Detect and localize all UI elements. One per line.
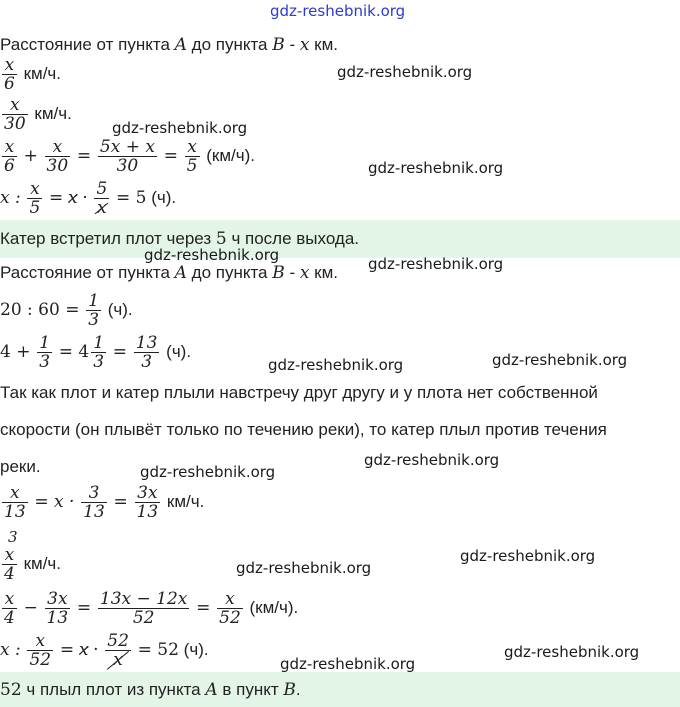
denominator: 5: [29, 198, 41, 218]
text: км.: [309, 263, 339, 282]
watermark-top: gdz-reshebnik.org: [270, 2, 406, 20]
number: 52: [0, 680, 22, 700]
text: .: [295, 680, 301, 699]
unit: (км/ч).: [206, 145, 255, 165]
expr: x :: [0, 639, 21, 660]
fraction: [91, 334, 106, 371]
operator: =: [49, 187, 64, 208]
watermark: gdz-reshebnik.org: [280, 655, 416, 673]
fraction: [2, 96, 28, 133]
denominator: x: [105, 651, 131, 669]
line-minutes: [0, 292, 133, 329]
text: ч после выхода.: [226, 229, 360, 248]
fraction: [2, 56, 17, 93]
fraction: [134, 334, 160, 371]
unit: км/ч.: [166, 491, 205, 511]
fraction: [217, 590, 243, 627]
numerator: x: [45, 138, 71, 157]
numerator: x: [185, 138, 200, 157]
fraction: [2, 546, 17, 583]
numerator: x: [2, 138, 17, 157]
expr: = x ·: [34, 491, 75, 512]
denominator: 30: [116, 156, 139, 176]
fraction: [27, 180, 42, 217]
operator: =: [76, 597, 92, 618]
line-sum-speeds: [0, 138, 255, 175]
watermark: gdz-reshebnik.org: [460, 547, 596, 565]
line-time: [0, 180, 176, 217]
watermark: gdz-reshebnik.org: [368, 255, 504, 273]
denominator: x: [94, 199, 109, 217]
operator: =: [59, 639, 75, 660]
paragraph-line-3: реки.: [0, 457, 41, 476]
answer-2: [0, 679, 301, 701]
denominator: 3: [88, 310, 100, 330]
line-distance-1: [0, 34, 338, 56]
line-raft-speed-2: [0, 546, 61, 583]
operator: =: [113, 491, 128, 512]
text: до пункта: [186, 35, 273, 54]
text: Расстояние от пункта: [0, 35, 175, 54]
watermark: gdz-reshebnik.org: [337, 63, 473, 81]
var-x: x: [299, 263, 310, 283]
numerator: x: [2, 546, 17, 565]
watermark: gdz-reshebnik.org: [140, 463, 276, 481]
numerator: x: [2, 484, 28, 503]
text: в пункт: [217, 680, 284, 699]
point-a: A: [174, 263, 187, 283]
numerator: 5: [96, 179, 108, 199]
fraction: [94, 180, 109, 217]
fraction: [27, 632, 53, 669]
denominator: 3: [93, 352, 105, 372]
fraction: [2, 590, 17, 627]
numerator: x: [2, 96, 28, 115]
numerator: 5x + x: [99, 137, 155, 157]
unit: (ч).: [183, 639, 209, 659]
line-time-2: [0, 632, 209, 669]
fraction: [98, 138, 157, 175]
text: Расстояние от пункта: [0, 263, 175, 282]
operator: =: [76, 145, 92, 166]
text: до пункта: [186, 263, 273, 282]
numerator: 1: [93, 333, 105, 353]
operator: =: [163, 145, 178, 166]
text: -: [284, 35, 300, 54]
watermark: gdz-reshebnik.org: [144, 246, 280, 264]
unit: (ч).: [151, 187, 177, 207]
denominator: 5: [186, 156, 198, 176]
watermark: gdz-reshebnik.org: [236, 559, 372, 577]
operator: ·: [82, 187, 88, 208]
number: 5: [215, 229, 227, 249]
fraction: [98, 590, 190, 627]
var-x: x: [299, 35, 310, 55]
denominator: 13: [46, 608, 69, 628]
denominator: 3: [39, 352, 51, 372]
line-distance-2: [0, 262, 338, 284]
unit: км/ч.: [34, 103, 72, 123]
unit: (ч).: [107, 299, 133, 319]
denominator: 52: [29, 650, 52, 670]
watermark: gdz-reshebnik.org: [112, 119, 248, 137]
stray-digit: 3: [8, 528, 18, 546]
denominator: 13: [136, 502, 159, 522]
numerator: 1: [39, 333, 51, 353]
operator: ·: [93, 639, 99, 660]
line-boat-speed-2: [0, 484, 204, 521]
expr: 4 +: [0, 341, 31, 362]
result: = 52: [137, 639, 179, 660]
expr: x :: [0, 187, 21, 208]
fraction: [2, 138, 17, 175]
fraction: [45, 138, 71, 175]
fraction: [105, 632, 131, 669]
point-b: B: [283, 680, 296, 700]
cancelled-x: x: [78, 639, 89, 660]
point-b: B: [272, 35, 285, 55]
numerator: 13x − 12x: [99, 589, 188, 609]
numerator: x: [217, 590, 243, 609]
numerator: x: [27, 180, 42, 199]
line-diff-speeds: [0, 590, 298, 627]
watermark: gdz-reshebnik.org: [364, 451, 500, 469]
denominator: 13: [83, 502, 105, 522]
point-a: A: [174, 35, 187, 55]
operator: +: [23, 145, 38, 166]
result: = 5: [116, 187, 147, 208]
line-total-time: [0, 334, 191, 371]
numerator: 1: [88, 291, 100, 311]
unit: (км/ч).: [249, 597, 299, 617]
unit: (ч).: [166, 341, 192, 361]
unit: км/ч.: [23, 63, 61, 83]
paragraph-line-2: скорости (он плывёт только по течению реки), то катер плыл против течения: [0, 420, 607, 439]
numerator: x: [27, 632, 53, 651]
fraction: [86, 292, 101, 329]
watermark: gdz-reshebnik.org: [268, 356, 404, 374]
denominator: 4: [4, 608, 15, 628]
watermark: gdz-reshebnik.org: [492, 351, 628, 369]
fraction: [135, 484, 161, 521]
numerator: 3: [81, 484, 107, 503]
line-raft-speed: [0, 56, 61, 93]
fraction: [45, 590, 71, 627]
numerator: 3x: [135, 484, 161, 503]
paragraph-line-1: Так как плот и катер плыли навстречу друг другу и у плота нет собственной: [0, 383, 598, 402]
fraction: [185, 138, 200, 175]
unit: км/ч.: [23, 553, 61, 573]
numerator: x: [2, 590, 17, 609]
expr: 20 : 60 =: [0, 299, 80, 320]
text: ч плыл плот из пункта: [21, 680, 206, 699]
point-b: B: [272, 263, 285, 283]
denominator: 52: [132, 608, 155, 628]
fraction: [2, 484, 28, 521]
text: -: [284, 263, 300, 282]
operator: =: [112, 341, 128, 362]
watermark: gdz-reshebnik.org: [504, 643, 640, 661]
fraction: [81, 484, 107, 521]
denominator: 30: [4, 114, 26, 134]
numerator: x: [2, 56, 17, 75]
denominator: 52: [219, 608, 241, 628]
denominator: 3: [141, 352, 153, 372]
denominator: 6: [4, 74, 15, 94]
cancelled-x: x: [68, 187, 78, 208]
denominator: 4: [4, 564, 15, 584]
fraction: [37, 334, 52, 371]
watermark: gdz-reshebnik.org: [368, 159, 504, 177]
denominator: 6: [4, 156, 15, 176]
numerator: 52: [107, 631, 129, 651]
denominator: 30: [46, 156, 69, 176]
numerator: 13: [135, 333, 158, 353]
point-a: A: [205, 680, 218, 700]
line-boat-speed: [0, 96, 72, 133]
denominator: 13: [4, 502, 26, 522]
operator: −: [23, 597, 38, 618]
numerator: 3x: [45, 590, 71, 609]
operator: = 4: [58, 341, 90, 362]
text: км.: [309, 35, 339, 54]
text: Катер встретил плот через: [0, 229, 216, 248]
operator: =: [196, 597, 211, 618]
